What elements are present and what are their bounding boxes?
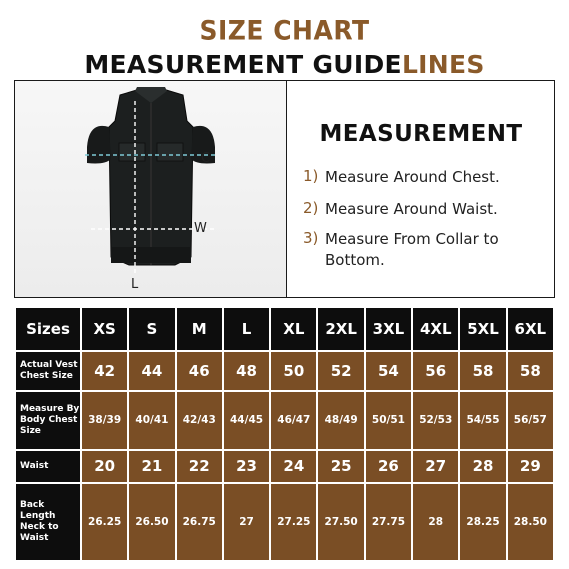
table-cell: 24 bbox=[271, 451, 316, 482]
table-cell: 27 bbox=[413, 451, 458, 482]
step-text: Measure From Collar to Bottom. bbox=[325, 230, 499, 269]
size-header-cell: XS bbox=[82, 308, 127, 350]
table-cell: 40/41 bbox=[129, 392, 174, 449]
table-cell: 58 bbox=[460, 352, 505, 390]
table-cell: 23 bbox=[224, 451, 269, 482]
panel-divider bbox=[286, 81, 287, 297]
measurement-title: MEASUREMENT bbox=[319, 121, 523, 147]
table-row-vest-chest bbox=[16, 352, 553, 390]
table-cell: 44/45 bbox=[224, 392, 269, 449]
table-cell: 29 bbox=[508, 451, 553, 482]
table-cell: 26.75 bbox=[177, 484, 222, 560]
length-marker-label: L bbox=[131, 277, 139, 292]
table-cell: 28 bbox=[413, 484, 458, 560]
table-cell: 26 bbox=[366, 451, 411, 482]
table-cell: 52 bbox=[318, 352, 363, 390]
size-chart-table bbox=[14, 306, 555, 562]
waist-marker-label: W bbox=[194, 221, 207, 236]
table-cell: 28.50 bbox=[508, 484, 553, 560]
heading-main: MEASUREMENT GUIDE bbox=[84, 50, 402, 79]
vest-illustration-area bbox=[15, 81, 286, 297]
table-cell: 20 bbox=[82, 451, 127, 482]
size-header-cell: 6XL bbox=[508, 308, 553, 350]
table-cell: 54/55 bbox=[460, 392, 505, 449]
table-cell: 28.25 bbox=[460, 484, 505, 560]
step-3 bbox=[303, 229, 515, 271]
sizes-corner-cell: Sizes bbox=[16, 308, 80, 350]
table-cell: 27 bbox=[224, 484, 269, 560]
step-1 bbox=[303, 167, 500, 188]
measurement-guidelines-heading bbox=[0, 50, 569, 79]
table-cell: 48/49 bbox=[318, 392, 363, 449]
table-cell: 46 bbox=[177, 352, 222, 390]
table-cell: 56 bbox=[413, 352, 458, 390]
row-label: Measure By Body Chest Size bbox=[16, 392, 80, 449]
size-header-cell: 5XL bbox=[460, 308, 505, 350]
step-number: 1) bbox=[303, 167, 319, 185]
vest-image bbox=[15, 81, 286, 297]
step-number: 3) bbox=[303, 229, 319, 247]
table-cell: 27.75 bbox=[366, 484, 411, 560]
step-text: Measure Around Chest. bbox=[325, 168, 500, 186]
size-chart-title: SIZE CHART bbox=[199, 15, 370, 46]
table-cell: 56/57 bbox=[508, 392, 553, 449]
size-header-cell: 2XL bbox=[318, 308, 363, 350]
table-row-waist bbox=[16, 451, 553, 482]
table-cell: 46/47 bbox=[271, 392, 316, 449]
table-cell: 50 bbox=[271, 352, 316, 390]
size-header-cell: XL bbox=[271, 308, 316, 350]
table-cell: 26.25 bbox=[82, 484, 127, 560]
row-label: Back Length Neck to Waist bbox=[16, 484, 80, 560]
table-cell: 27.25 bbox=[271, 484, 316, 560]
step-number: 2) bbox=[303, 199, 319, 217]
heading-accent: LINES bbox=[401, 50, 485, 79]
table-cell: 42 bbox=[82, 352, 127, 390]
table-cell: 42/43 bbox=[177, 392, 222, 449]
table-cell: 38/39 bbox=[82, 392, 127, 449]
size-header-row bbox=[16, 308, 553, 350]
step-2 bbox=[303, 199, 498, 220]
table-cell: 21 bbox=[129, 451, 174, 482]
table-cell: 44 bbox=[129, 352, 174, 390]
table-row-back-length bbox=[16, 484, 553, 560]
table-cell: 48 bbox=[224, 352, 269, 390]
size-header-cell: L bbox=[224, 308, 269, 350]
row-label: Waist bbox=[16, 451, 80, 482]
table-cell: 54 bbox=[366, 352, 411, 390]
table-cell: 50/51 bbox=[366, 392, 411, 449]
table-cell: 25 bbox=[318, 451, 363, 482]
size-header-cell: 3XL bbox=[366, 308, 411, 350]
table-cell: 27.50 bbox=[318, 484, 363, 560]
row-label: Actual Vest Chest Size bbox=[16, 352, 80, 390]
chest-marker-label: C bbox=[201, 151, 211, 166]
table-cell: 58 bbox=[508, 352, 553, 390]
table-cell: 26.50 bbox=[129, 484, 174, 560]
size-header-cell: 4XL bbox=[413, 308, 458, 350]
size-header-cell: S bbox=[129, 308, 174, 350]
step-text: Measure Around Waist. bbox=[325, 200, 498, 218]
table-cell: 28 bbox=[460, 451, 505, 482]
table-cell: 22 bbox=[177, 451, 222, 482]
table-cell: 52/53 bbox=[413, 392, 458, 449]
table-row-body-chest bbox=[16, 392, 553, 449]
measurement-guide-panel bbox=[14, 80, 555, 298]
size-header-cell: M bbox=[177, 308, 222, 350]
